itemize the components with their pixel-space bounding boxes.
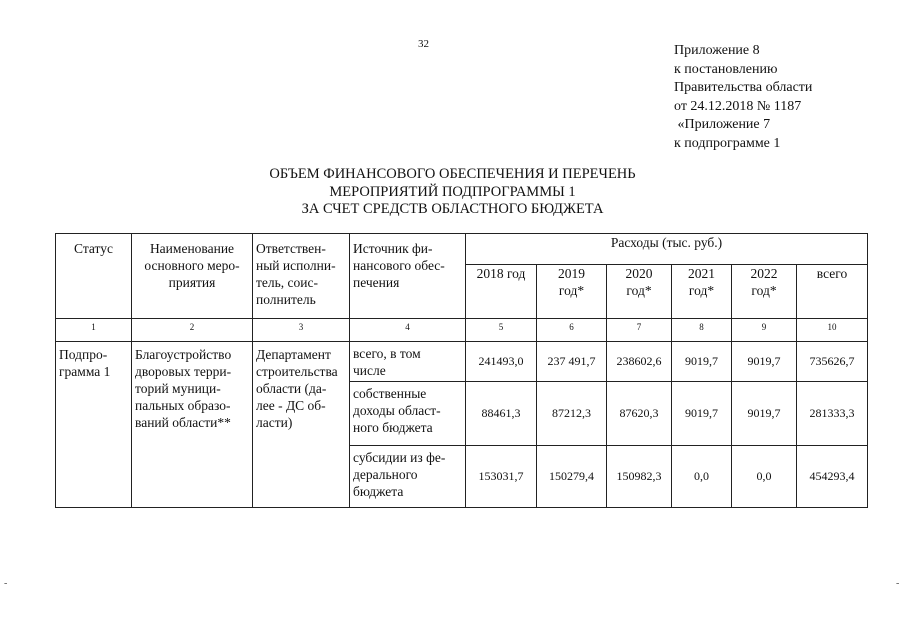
title-line: ЗА СЧЕТ СРЕДСТВ ОБЛАСТНОГО БЮДЖЕТА <box>301 201 604 217</box>
appendix-line: от 24.12.2018 № 1187 <box>674 98 802 114</box>
appendix-line: Приложение 8 <box>674 43 760 58</box>
scan-mark: - <box>4 578 8 589</box>
status-cell: Подпро- грамма 1 <box>56 342 132 508</box>
column-number: 9 <box>732 319 797 342</box>
page-number: 32 <box>418 38 429 50</box>
value-cell: 0,0 <box>732 446 797 508</box>
value-cell: 88461,3 <box>466 382 537 446</box>
value-cell: 150982,3 <box>607 446 672 508</box>
header-executor: Ответствен- ный исполни- тель, соис- полнитель <box>253 234 350 319</box>
source-cell: субсидии из фе- дерального бюджета <box>350 446 466 508</box>
column-number: 7 <box>607 319 672 342</box>
value-cell: 9019,7 <box>672 382 732 446</box>
column-number: 1 <box>56 319 132 342</box>
value-cell: 87620,3 <box>607 382 672 446</box>
measure-name-cell: Благоустройство дворовых терри- торий муници- пальных образо- ваний области** <box>132 342 253 508</box>
value-cell: 237 491,7 <box>537 342 607 382</box>
value-cell: 9019,7 <box>732 342 797 382</box>
document-title <box>0 166 905 219</box>
appendix-block <box>674 42 812 153</box>
title-line: ОБЪЕМ ФИНАНСОВОГО ОБЕСПЕЧЕНИЯ И ПЕРЕЧЕНЬ <box>269 166 636 182</box>
scan-mark: - <box>896 578 900 589</box>
header-year: 2022 год* <box>732 265 797 319</box>
title-line: МЕРОПРИЯТИЙ ПОДПРОГРАММЫ 1 <box>329 183 576 200</box>
value-cell: 153031,7 <box>466 446 537 508</box>
column-number: 6 <box>537 319 607 342</box>
value-cell: 150279,4 <box>537 446 607 508</box>
appendix-line: к постановлению <box>674 61 778 77</box>
column-number: 5 <box>466 319 537 342</box>
appendix-line: «Приложение 7 <box>674 117 771 132</box>
header-name: Наименование основного меро- приятия <box>132 234 253 319</box>
value-cell: 735626,7 <box>797 342 868 382</box>
header-year: 2019 год* <box>537 265 607 319</box>
value-cell: 241493,0 <box>466 342 537 382</box>
financing-table <box>55 233 868 508</box>
source-cell: всего, в том числе <box>350 342 466 382</box>
appendix-line: Правительства области <box>674 80 813 95</box>
column-number-row <box>56 319 868 342</box>
header-total: всего <box>797 265 868 319</box>
header-year: 2020 год* <box>607 265 672 319</box>
column-number: 3 <box>253 319 350 342</box>
value-cell: 454293,4 <box>797 446 868 508</box>
value-cell: 9019,7 <box>672 342 732 382</box>
table-row <box>56 342 868 382</box>
executor-cell: Департамент строительства области (да- лее - ДС об- ласти) <box>253 342 350 508</box>
value-cell: 9019,7 <box>732 382 797 446</box>
value-cell: 0,0 <box>672 446 732 508</box>
header-expenses: Расходы (тыс. руб.) <box>466 234 868 265</box>
column-number: 2 <box>132 319 253 342</box>
column-number: 10 <box>797 319 868 342</box>
column-number: 4 <box>350 319 466 342</box>
header-source: Источник фи- нансового обес- печения <box>350 234 466 319</box>
header-status: Статус <box>56 234 132 319</box>
appendix-line: к подпрограмме 1 <box>674 135 781 151</box>
header-row <box>56 234 868 265</box>
header-year: 2018 год <box>466 265 537 319</box>
value-cell: 87212,3 <box>537 382 607 446</box>
value-cell: 238602,6 <box>607 342 672 382</box>
header-year: 2021 год* <box>672 265 732 319</box>
value-cell: 281333,3 <box>797 382 868 446</box>
source-cell: собственные доходы област- ного бюджета <box>350 382 466 446</box>
column-number: 8 <box>672 319 732 342</box>
